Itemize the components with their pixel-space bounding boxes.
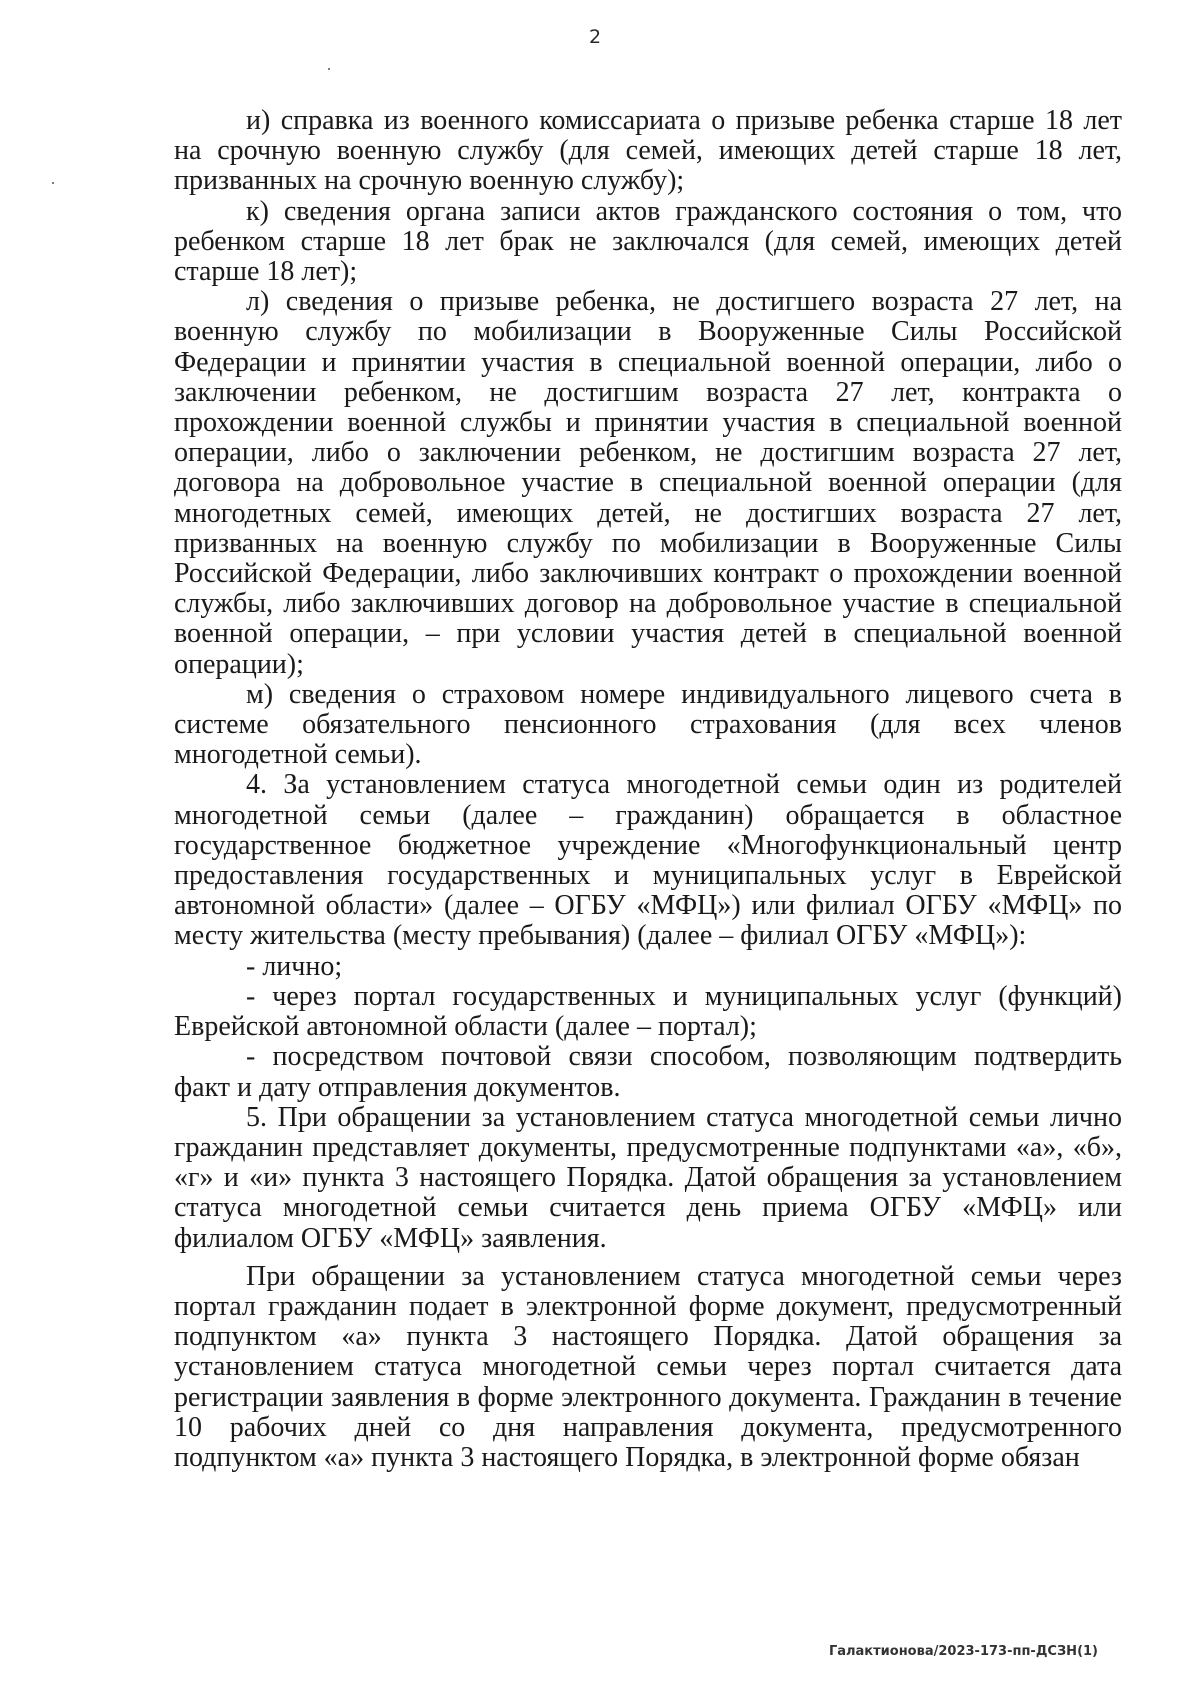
paragraph-item-l: л) сведения о призыве ребенка, не достигшего возраста 27 лет, на военную службу по мобилизации в Вооруженные Силы Российской Федерации и принятии участия в специальной военной операции, либо о заключении ребенком, не достигшим возраста 27 лет, контракта о прохождении военной службы и принятии участия в специальной военной операции, либо о заключении ребенком, не достигшим возраста 27 лет, договора на добровольное участие в специальной военной операции (для многодетных семей, имеющих детей, не достигших возраста 27 лет, призванных на военную службу по мобилизации в Вооруженные Силы Российской Федерации, либо заключивших контракт о прохождении военной службы, либо заключивших договор на добровольное участие в специальной военной операции, – при условии участия детей в специальной военной операции);	[174, 286, 1122, 680]
paragraph-item-k: к) сведения органа записи актов гражданского состояния о том, что ребенком старше 18 лет брак не заключался (для семей, имеющих детей старше 18 лет);	[174, 195, 1122, 288]
paragraph-clause-5: 5. При обращении за установлением статуса многодетной семьи лично гражданин представляет документы, предусмотренные подпунктами «а», «б», «г» и «и» пункта 3 настоящего Порядка. Датой обращения за установлением статуса многодетной семьи считается день приема ОГБУ «МФЦ» или филиалом ОГБУ «МФЦ» заявления.	[174, 1101, 1122, 1254]
paragraph-item-m: м) сведения о страховом номере индивидуального лицевого счета в системе обязательного пенсионного страхования (для всех членов многодетной семьи).	[174, 678, 1122, 771]
document-body	[174, 106, 1122, 1473]
scan-speck	[52, 182, 54, 184]
scan-speck	[328, 68, 330, 70]
paragraph-portal-application: При обращении за установлением статуса многодетной семьи через портал гражданин подает в электронной форме документ, предусмотренный подпунктом «а» пункта 3 настоящего Порядка. Датой обращения за установлением статуса многодетной семьи через портал считается дата регистрации заявления в форме электронного документа. Гражданин в течение 10 рабочих дней со дня направления документа, предусмотренного подпунктом «а» пункта 3 настоящего Порядка, в электронной форме обязан	[174, 1260, 1122, 1473]
list-item-in-person: - лично;	[246, 950, 343, 982]
page-number: 2	[588, 26, 602, 48]
document-reference: Галактионова/2023-173-пп-ДСЗН(1)	[828, 1644, 1098, 1659]
list-item-postal: - посредством почтовой связи способом, позволяющим подтвердить факт и дату отправления документов.	[174, 1041, 1122, 1103]
list-item-portal: - через портал государственных и муниципальных услуг (функций) Еврейской автономной области (далее – портал);	[174, 980, 1122, 1043]
paragraph-item-i: и) справка из военного комиссариата о призыве ребенка старше 18 лет на срочную военную службу (для семей, имеющих детей старше 18 лет, призванных на срочную военную службу);	[174, 105, 1122, 197]
paragraph-clause-4: 4. За установлением статуса многодетной семьи один из родителей многодетной семьи (далее – гражданин) обращается в областное государственное бюджетное учреждение «Многофункциональный центр предоставления государственных и муниципальных услуг в Еврейской автономной области» (далее – ОГБУ «МФЦ») или филиал ОГБУ «МФЦ» по месту жительства (месту пребывания) (далее – филиал ОГБУ «МФЦ»):	[174, 769, 1122, 952]
